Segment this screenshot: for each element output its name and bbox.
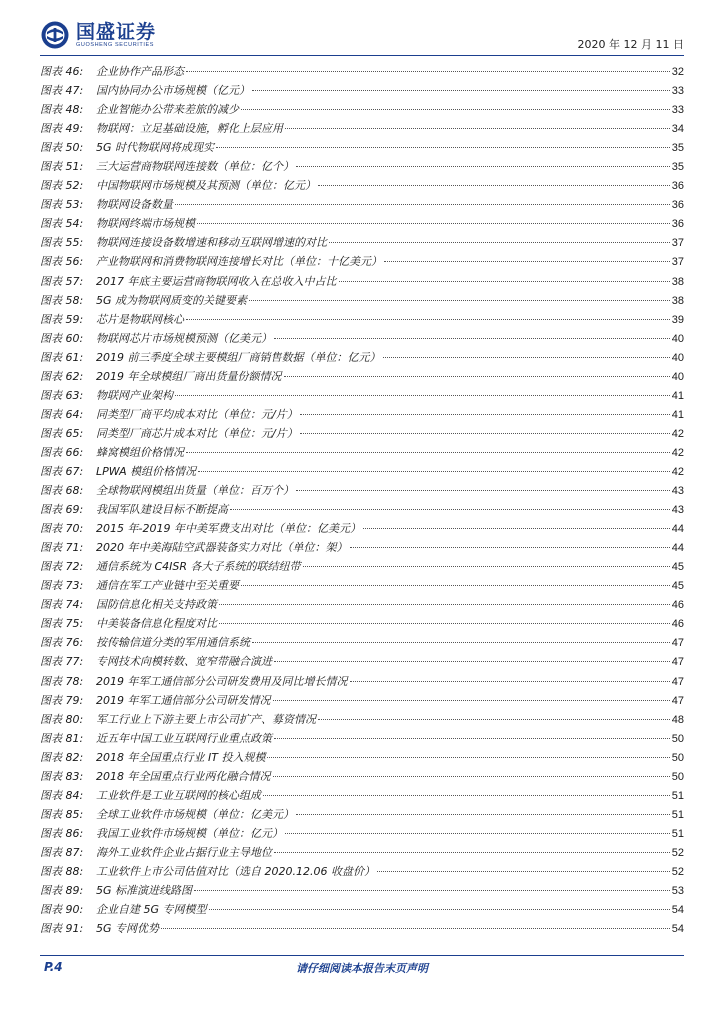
toc-entry-page: 33: [671, 104, 684, 117]
brand-logo: [40, 20, 156, 50]
toc-entry-title: 工业软件是工业互联网的核心组成: [96, 788, 261, 802]
toc-entry-page: 42: [671, 446, 684, 459]
toc-dot-leader: [267, 757, 669, 758]
toc-entry-label: 图表 88:: [40, 864, 84, 878]
toc-entry-page: 51: [671, 827, 684, 840]
toc-dot-leader: [161, 928, 670, 929]
toc-entry-page: 53: [671, 885, 684, 898]
toc-dot-leader: [274, 338, 670, 339]
toc-entry[interactable]: [40, 748, 684, 767]
toc-entry[interactable]: [40, 557, 684, 576]
brand-wordmark: [76, 22, 156, 49]
toc-entry-label: 图表 82:: [40, 750, 84, 764]
toc-entry-label: 图表 78:: [40, 674, 84, 688]
toc-entry-page: 40: [671, 332, 684, 345]
toc-entry-label: 图表 66:: [40, 445, 84, 459]
toc-entry-title: 物联网：立足基础设施，孵化上层应用: [96, 122, 283, 136]
toc-dot-leader: [363, 528, 670, 529]
toc-entry-label: 图表 62:: [40, 369, 84, 383]
toc-entry-page: 41: [671, 389, 684, 402]
toc-entry[interactable]: [40, 862, 684, 881]
toc-entry[interactable]: [40, 443, 684, 462]
toc-entry-title: 同类型厂商平均成本对比（单位：元/片）: [96, 407, 298, 421]
toc-entry[interactable]: [40, 710, 684, 729]
toc-entry-page: 36: [671, 218, 684, 231]
toc-dot-leader: [318, 719, 670, 720]
toc-entry-page: 47: [671, 656, 684, 669]
toc-dot-leader: [273, 776, 670, 777]
toc-entry-label: 图表 89:: [40, 884, 84, 898]
toc-entry-label: 图表 64:: [40, 407, 84, 421]
toc-entry-title: 国内协同办公市场规模（亿元）: [96, 84, 250, 98]
toc-entry[interactable]: [40, 405, 684, 424]
toc-entry[interactable]: [40, 614, 684, 633]
toc-entry-label: 图表 76:: [40, 636, 84, 650]
toc-entry-title: 全球工业软件市场规模（单位：亿美元）: [96, 807, 294, 821]
toc-entry[interactable]: [40, 500, 684, 519]
toc-entry-title: 2019 前三季度全球主要模组厂商销售数据（单位：亿元）: [96, 350, 381, 364]
toc-entry-label: 图表 53:: [40, 198, 84, 212]
toc-entry-title: 中国物联网市场规模及其预测（单位：亿元）: [96, 179, 316, 193]
toc-dot-leader: [303, 566, 670, 567]
toc-entry-label: 图表 91:: [40, 922, 84, 936]
toc-dot-leader: [219, 604, 670, 605]
report-date: 2020 年 12 月 11 日: [577, 38, 684, 51]
toc-entry[interactable]: [40, 595, 684, 614]
toc-entry-title: 军工行业上下游主要上市公司扩产、募资情况: [96, 712, 316, 726]
toc-entry-page: 47: [671, 694, 684, 707]
toc-dot-leader: [274, 738, 670, 739]
toc-entry-label: 图表 68:: [40, 484, 84, 498]
toc-entry-label: 图表 57:: [40, 274, 84, 288]
page-number: P.4: [44, 960, 63, 974]
disclaimer-note: 请仔细阅读本报告末页声明: [296, 962, 428, 975]
toc-entry-title: 2020 年中美海陆空武器装备实力对比（单位：架）: [96, 541, 348, 555]
toc-dot-leader: [198, 471, 670, 472]
toc-entry-title: 物联网产业架构: [96, 388, 173, 402]
toc-entry[interactable]: [40, 291, 684, 310]
toc-dot-leader: [284, 376, 670, 377]
toc-entry-label: 图表 83:: [40, 769, 84, 783]
toc-entry-title: 三大运营商物联网连接数（单位：亿个）: [96, 160, 294, 174]
toc-entry-title: 物联网终端市场规模: [96, 217, 195, 231]
toc-entry[interactable]: [40, 119, 684, 138]
toc-entry-title: 企业自建 5G 专网模型: [96, 903, 207, 917]
toc-entry-title: 5G 时代物联网将成现实: [96, 141, 215, 155]
toc-entry-title: 2018 年全国重点行业 IT 投入规模: [96, 750, 266, 764]
toc-entry[interactable]: [40, 100, 684, 119]
toc-entry-page: 42: [671, 465, 684, 478]
toc-entry[interactable]: [40, 272, 684, 291]
toc-dot-leader: [273, 700, 670, 701]
toc-entry-page: 50: [671, 732, 684, 745]
toc-dot-leader: [219, 623, 670, 624]
toc-entry-label: 图表 77:: [40, 655, 84, 669]
brand-name-cn: 国盛证券: [76, 20, 157, 43]
toc-entry-title: 2017 年底主要运营商物联网收入在总收入中占比: [96, 274, 337, 288]
toc-entry-title: 企业智能办公带来差旅的减少: [96, 103, 239, 117]
toc-entry-label: 图表 56:: [40, 255, 84, 269]
toc-entry[interactable]: [40, 62, 684, 81]
toc-entry[interactable]: [40, 386, 684, 405]
toc-entry[interactable]: [40, 672, 684, 691]
toc-dot-leader: [285, 833, 670, 834]
brand-name-en: GUOSHENG SECURITIES: [76, 41, 155, 48]
toc-dot-leader: [175, 204, 670, 205]
guosheng-logo-icon: [40, 20, 70, 50]
toc-entry-page: 37: [671, 256, 684, 269]
toc-entry[interactable]: [40, 881, 684, 900]
toc-entry-title: 5G 专网优势: [96, 922, 160, 936]
toc-entry-page: 36: [671, 199, 684, 212]
page-header: [0, 0, 724, 60]
toc-entry[interactable]: [40, 805, 684, 824]
toc-dot-leader: [285, 128, 670, 129]
toc-entry-label: 图表 65:: [40, 426, 84, 440]
toc-entry[interactable]: [40, 367, 684, 386]
toc-entry-page: 35: [671, 142, 684, 155]
toc-entry-title: 蜂窝模组价格情况: [96, 445, 184, 459]
toc-entry-label: 图表 85:: [40, 807, 84, 821]
toc-entry-label: 图表 87:: [40, 845, 84, 859]
toc-entry-title: 同类型厂商芯片成本对比（单位：元/片）: [96, 426, 298, 440]
footer-divider: [40, 955, 684, 956]
toc-entry-page: 46: [671, 618, 684, 631]
toc-entry-page: 42: [671, 427, 684, 440]
toc-entry-label: 图表 58:: [40, 293, 84, 307]
toc-entry-page: 44: [671, 523, 684, 536]
toc-entry-title: 中美装备信息化程度对比: [96, 617, 217, 631]
toc-entry[interactable]: [40, 786, 684, 805]
header-divider: [40, 55, 684, 56]
toc-dot-leader: [318, 185, 670, 186]
toc-entry-page: 52: [671, 865, 684, 878]
toc-dot-leader: [263, 795, 670, 796]
toc-entry-page: 44: [671, 542, 684, 555]
toc-entry-label: 图表 84:: [40, 788, 84, 802]
toc-entry-label: 图表 71:: [40, 541, 84, 555]
toc-entry-page: 46: [671, 599, 684, 612]
toc-entry[interactable]: [40, 233, 684, 252]
toc-entry-title: 通信在军工产业链中至关重要: [96, 579, 239, 593]
toc-entry-title: 全球物联网模组出货量（单位：百万个）: [96, 484, 294, 498]
toc-entry-page: 52: [671, 846, 684, 859]
toc-entry[interactable]: [40, 767, 684, 786]
toc-dot-leader: [296, 814, 670, 815]
toc-entry-page: 38: [671, 294, 684, 307]
toc-entry-label: 图表 51:: [40, 160, 84, 174]
toc-entry-title: 我国军队建设目标不断提高: [96, 503, 228, 517]
toc-entry[interactable]: [40, 481, 684, 500]
toc-entry-page: 54: [671, 923, 684, 936]
toc-entry-label: 图表 55:: [40, 236, 84, 250]
toc-entry-label: 图表 52:: [40, 179, 84, 193]
toc-dot-leader: [339, 281, 670, 282]
toc-entry-title: 5G 成为物联网质变的关键要素: [96, 293, 248, 307]
toc-entry-label: 图表 49:: [40, 122, 84, 136]
toc-entry-label: 图表 59:: [40, 312, 84, 326]
toc-entry-title: 通信系统为 C4ISR 各大子系统的联结纽带: [96, 560, 301, 574]
toc-entry-page: 36: [671, 180, 684, 193]
toc-entry-label: 图表 81:: [40, 731, 84, 745]
toc-entry-page: 50: [671, 770, 684, 783]
toc-entry-page: 48: [671, 713, 684, 726]
toc-entry-label: 图表 60:: [40, 331, 84, 345]
toc-entry[interactable]: [40, 138, 684, 157]
toc-entry-title: 2019 年军工通信部分公司研发情况: [96, 693, 271, 707]
toc-entry-label: 图表 47:: [40, 84, 84, 98]
toc-dot-leader: [300, 414, 670, 415]
toc-entry-title: 2015 年-2019 年中美军费支出对比（单位：亿美元）: [96, 522, 361, 536]
toc-entry-title: 2018 年全国重点行业两化融合情况: [96, 769, 271, 783]
toc-entry-title: LPWA 模组价格情况: [96, 464, 197, 478]
toc-entry-page: 45: [671, 561, 684, 574]
toc-entry[interactable]: [40, 310, 684, 329]
toc-entry[interactable]: [40, 157, 684, 176]
toc-entry-page: 45: [671, 580, 684, 593]
toc-entry[interactable]: [40, 652, 684, 671]
toc-dot-leader: [186, 452, 670, 453]
toc-entry-title: 2019 年全球模组厂商出货量份额情况: [96, 369, 282, 383]
toc-dot-leader: [296, 166, 670, 167]
toc-entry-label: 图表 48:: [40, 103, 84, 117]
toc-dot-leader: [300, 433, 670, 434]
toc-entry-title: 5G 标准演进线路图: [96, 884, 193, 898]
toc-entry-page: 54: [671, 904, 684, 917]
toc-entry-label: 图表 61:: [40, 350, 84, 364]
toc-entry-title: 芯片是物联网核心: [96, 312, 184, 326]
toc-entry-page: 43: [671, 485, 684, 498]
figure-list: [40, 62, 684, 938]
toc-entry-page: 47: [671, 637, 684, 650]
toc-dot-leader: [383, 357, 670, 358]
toc-entry[interactable]: [40, 462, 684, 481]
toc-entry[interactable]: [40, 538, 684, 557]
toc-entry-label: 图表 72:: [40, 560, 84, 574]
toc-entry-title: 我国工业软件市场规模（单位：亿元）: [96, 826, 283, 840]
toc-entry[interactable]: [40, 195, 684, 214]
toc-entry-title: 按传输信道分类的军用通信系统: [96, 636, 250, 650]
toc-entry-title: 国防信息化相关支持政策: [96, 598, 217, 612]
toc-entry[interactable]: [40, 691, 684, 710]
toc-entry-label: 图表 50:: [40, 141, 84, 155]
toc-dot-leader: [384, 261, 670, 262]
toc-dot-leader: [216, 147, 670, 148]
toc-entry-label: 图表 70:: [40, 522, 84, 536]
toc-entry-page: 34: [671, 123, 684, 136]
toc-entry[interactable]: [40, 900, 684, 919]
toc-entry-label: 图表 67:: [40, 464, 84, 478]
toc-entry-label: 图表 86:: [40, 826, 84, 840]
toc-entry-label: 图表 80:: [40, 712, 84, 726]
toc-entry-page: 51: [671, 808, 684, 821]
toc-entry[interactable]: [40, 252, 684, 271]
toc-entry[interactable]: [40, 824, 684, 843]
toc-entry-title: 物联网连接设备数增速和移动互联网增速的对比: [96, 236, 327, 250]
toc-entry-label: 图表 79:: [40, 693, 84, 707]
toc-entry[interactable]: [40, 81, 684, 100]
toc-dot-leader: [241, 585, 670, 586]
toc-entry[interactable]: [40, 214, 684, 233]
toc-dot-leader: [249, 300, 670, 301]
toc-entry-title: 产业物联网和消费物联网连接增长对比（单位：十亿美元）: [96, 255, 382, 269]
toc-entry-title: 近五年中国工业互联网行业重点政策: [96, 731, 272, 745]
toc-dot-leader: [350, 681, 670, 682]
toc-entry[interactable]: [40, 919, 684, 938]
toc-entry-page: 40: [671, 351, 684, 364]
toc-dot-leader: [252, 642, 670, 643]
toc-dot-leader: [329, 242, 670, 243]
toc-entry-label: 图表 69:: [40, 503, 84, 517]
toc-entry[interactable]: [40, 729, 684, 748]
toc-entry[interactable]: [40, 348, 684, 367]
toc-entry-label: 图表 54:: [40, 217, 84, 231]
toc-dot-leader: [186, 319, 670, 320]
toc-entry-page: 35: [671, 161, 684, 174]
toc-dot-leader: [274, 852, 670, 853]
toc-dot-leader: [175, 395, 670, 396]
toc-entry-page: 47: [671, 675, 684, 688]
toc-dot-leader: [230, 509, 670, 510]
toc-entry-label: 图表 75:: [40, 617, 84, 631]
toc-entry-title: 企业协作产品形态: [96, 65, 184, 78]
toc-dot-leader: [296, 490, 670, 491]
toc-entry[interactable]: [40, 843, 684, 862]
toc-entry-page: 33: [671, 85, 684, 98]
toc-entry[interactable]: [40, 633, 684, 652]
toc-entry-page: 38: [671, 275, 684, 288]
toc-dot-leader: [209, 909, 670, 910]
toc-entry-page: 37: [671, 237, 684, 250]
toc-entry[interactable]: [40, 329, 684, 348]
toc-dot-leader: [274, 661, 670, 662]
toc-entry-title: 2019 年军工通信部分公司研发费用及同比增长情况: [96, 674, 348, 688]
toc-dot-leader: [377, 871, 670, 872]
toc-dot-leader: [197, 223, 670, 224]
toc-dot-leader: [350, 547, 670, 548]
toc-entry[interactable]: [40, 576, 684, 595]
toc-entry[interactable]: [40, 424, 684, 443]
toc-entry-title: 物联网芯片市场规模预测（亿美元）: [96, 331, 272, 345]
toc-entry-page: 41: [671, 408, 684, 421]
toc-entry-label: 图表 74:: [40, 598, 84, 612]
toc-dot-leader: [252, 90, 670, 91]
toc-entry-page: 32: [671, 66, 684, 78]
toc-entry-label: 图表 73:: [40, 579, 84, 593]
toc-entry-page: 40: [671, 370, 684, 383]
toc-entry-title: 专网技术向模转数、宽窄带融合演进: [96, 655, 272, 669]
toc-entry-page: 43: [671, 504, 684, 517]
toc-entry-label: 图表 46:: [40, 65, 84, 78]
toc-entry-title: 工业软件上市公司估值对比（选自 2020.12.06 收盘价）: [96, 864, 375, 878]
toc-dot-leader: [186, 71, 670, 72]
toc-entry-label: 图表 63:: [40, 388, 84, 402]
toc-entry[interactable]: [40, 176, 684, 195]
toc-entry-page: 51: [671, 789, 684, 802]
toc-dot-leader: [194, 890, 670, 891]
toc-entry[interactable]: [40, 519, 684, 538]
toc-entry-title: 海外工业软件企业占据行业主导地位: [96, 845, 272, 859]
toc-entry-title: 物联网设备数量: [96, 198, 173, 212]
toc-dot-leader: [241, 109, 670, 110]
toc-entry-page: 50: [671, 751, 684, 764]
toc-entry-label: 图表 90:: [40, 903, 84, 917]
toc-entry-page: 39: [671, 313, 684, 326]
